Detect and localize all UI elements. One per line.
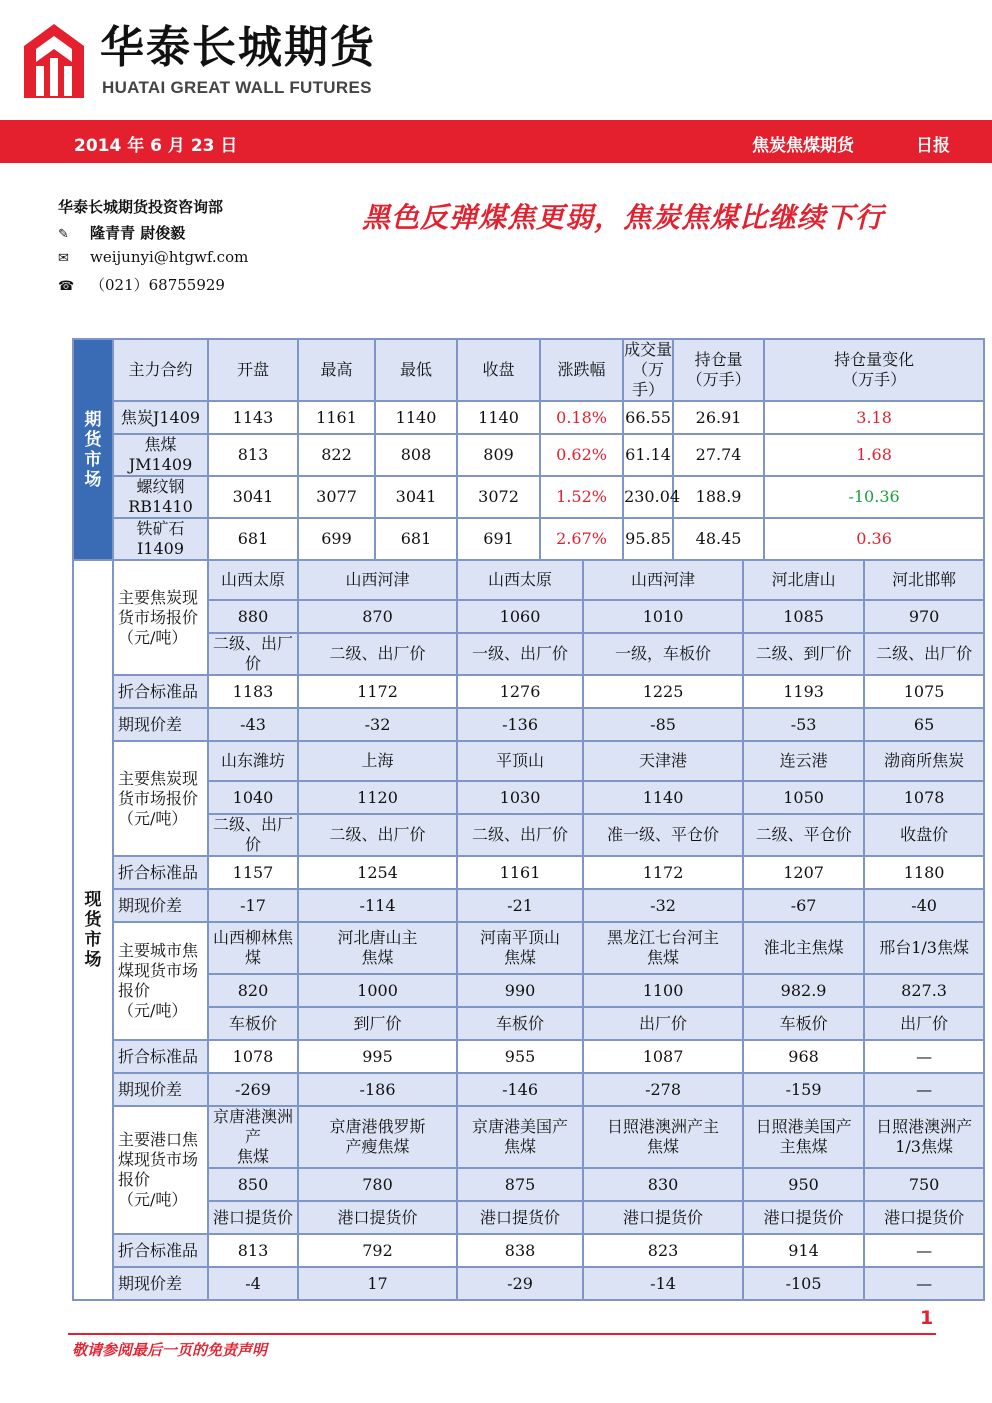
spot-std-cell: 1254 xyxy=(298,856,457,889)
futures-row xyxy=(73,434,984,476)
futures-header-cell: 持仓量变化 （万手） xyxy=(764,339,984,401)
spot-price-row xyxy=(73,600,984,633)
futures-cell-volume: 230.04 xyxy=(623,476,673,518)
futures-cell-oi: 27.74 xyxy=(673,434,764,476)
spot-spec-cell: 二级、出厂价 xyxy=(457,814,583,856)
spot-spec-cell: 收盘价 xyxy=(864,814,984,856)
futures-cell-oi-change: 0.36 xyxy=(764,518,984,560)
spot-location-row xyxy=(73,560,984,600)
futures-row xyxy=(73,401,984,434)
spot-spec-cell: 准一级、平仓价 xyxy=(583,814,743,856)
std-label: 折合标准品 xyxy=(113,856,208,889)
spot-price-cell: 990 xyxy=(457,974,583,1007)
futures-cell-high: 822 xyxy=(298,434,375,476)
spot-spec-row xyxy=(73,1201,984,1234)
spot-location-row xyxy=(73,922,984,974)
spot-spec-cell: 港口提货价 xyxy=(583,1201,743,1234)
spot-std-row xyxy=(73,675,984,708)
spot-spec-cell: 出厂价 xyxy=(583,1007,743,1040)
phone-line xyxy=(58,274,225,295)
spot-std-row xyxy=(73,1234,984,1267)
spot-price-cell: 982.9 xyxy=(743,974,864,1007)
spot-spec-cell: 车板价 xyxy=(743,1007,864,1040)
spot-basis-row xyxy=(73,1073,984,1106)
spot-price-cell: 1085 xyxy=(743,600,864,633)
spot-spec-cell: 出厂价 xyxy=(864,1007,984,1040)
spot-price-row xyxy=(73,1168,984,1201)
spot-location-cell: 山西太原 xyxy=(457,560,583,600)
author-phone: （021）68755929 xyxy=(90,276,225,294)
spot-std-cell: 1172 xyxy=(298,675,457,708)
spot-location-row xyxy=(73,741,984,781)
spot-price-cell: 1100 xyxy=(583,974,743,1007)
spot-basis-cell: -146 xyxy=(457,1073,583,1106)
spot-location-cell: 河北唐山主 焦煤 xyxy=(298,922,457,974)
spot-location-cell: 邢台1/3焦煤 xyxy=(864,922,984,974)
futures-cell-volume: 95.85 xyxy=(623,518,673,560)
futures-header-cell: 成交量 （万手） xyxy=(624,340,673,399)
spot-group-label: 主要焦炭现 货市场报价 （元/吨） xyxy=(113,741,208,856)
spot-basis-cell: -67 xyxy=(743,889,864,922)
spot-spec-cell: 二级、出厂价 xyxy=(298,814,457,856)
spot-market-label: 现 货 市 场 xyxy=(73,560,113,1300)
spot-group-label: 主要焦炭现 货市场报价 （元/吨） xyxy=(113,560,208,675)
spot-basis-cell: -159 xyxy=(743,1073,864,1106)
spot-std-cell: 1157 xyxy=(208,856,298,889)
spot-std-cell: 813 xyxy=(208,1234,298,1267)
spot-basis-cell: -278 xyxy=(583,1073,743,1106)
spot-location-cell: 山东潍坊 xyxy=(208,741,298,781)
spot-price-cell: 875 xyxy=(457,1168,583,1201)
spot-spec-row xyxy=(73,814,984,856)
spot-std-cell: 968 xyxy=(743,1040,864,1073)
spot-spec-cell: 二级、到厂价 xyxy=(743,633,864,675)
futures-cell-open: 681 xyxy=(208,518,298,560)
spot-price-cell: 1010 xyxy=(583,600,743,633)
futures-cell-oi: 188.9 xyxy=(673,476,764,518)
report-category: 焦炭焦煤期货 xyxy=(752,136,854,156)
spot-std-cell: — xyxy=(864,1040,984,1073)
futures-cell-high: 3077 xyxy=(298,476,375,518)
spot-std-cell: 995 xyxy=(298,1040,457,1073)
huatai-logo-icon xyxy=(22,22,86,98)
futures-cell-contract: 焦煤JM1409 xyxy=(113,434,208,476)
spot-location-cell: 山西太原 xyxy=(208,560,298,600)
spot-basis-cell: -40 xyxy=(864,889,984,922)
spot-std-cell: — xyxy=(864,1234,984,1267)
spot-std-cell: 823 xyxy=(583,1234,743,1267)
spot-basis-cell: -85 xyxy=(583,708,743,741)
basis-label: 期现价差 xyxy=(113,1073,208,1106)
spot-price-cell: 970 xyxy=(864,600,984,633)
spot-location-cell: 山西柳林焦煤 xyxy=(208,922,298,974)
spot-std-cell: 1172 xyxy=(583,856,743,889)
spot-spec-cell: 港口提货价 xyxy=(743,1201,864,1234)
spot-price-cell: 950 xyxy=(743,1168,864,1201)
disclaimer: 敬请参阅最后一页的免责声明 xyxy=(72,1341,268,1359)
spot-basis-cell: -14 xyxy=(583,1267,743,1300)
spot-price-cell: 850 xyxy=(208,1168,298,1201)
report-headline: 黑色反弹煤焦更弱，焦炭焦煤比继续下行 xyxy=(362,201,885,234)
futures-header-row xyxy=(73,339,984,401)
spot-price-cell: 870 xyxy=(298,600,457,633)
author-names: 隆青青 尉俊毅 xyxy=(90,224,186,242)
spot-basis-cell: -32 xyxy=(298,708,457,741)
spot-std-cell: 1207 xyxy=(743,856,864,889)
futures-cell-volume: 66.55 xyxy=(623,401,673,434)
brand-name-cn: 华泰长城期货 xyxy=(100,22,376,73)
department: 华泰长城期货投资咨询部 xyxy=(58,198,224,216)
spot-basis-cell: — xyxy=(864,1267,984,1300)
futures-cell-contract: 焦炭J1409 xyxy=(113,401,208,434)
spot-location-cell: 淮北主焦煤 xyxy=(743,922,864,974)
futures-cell-change: 2.67% xyxy=(540,518,623,560)
spot-std-cell: 1180 xyxy=(864,856,984,889)
futures-header-cell: 最低 xyxy=(375,339,457,401)
spot-spec-cell: 二级、出厂价 xyxy=(864,633,984,675)
spot-basis-cell: -269 xyxy=(208,1073,298,1106)
spot-spec-cell: 一级、出厂价 xyxy=(457,633,583,675)
spot-std-cell: 1087 xyxy=(583,1040,743,1073)
spot-location-cell: 天津港 xyxy=(583,741,743,781)
std-label: 折合标准品 xyxy=(113,1234,208,1267)
spot-spec-cell: 车板价 xyxy=(208,1007,298,1040)
spot-spec-cell: 二级、出厂价 xyxy=(208,814,298,856)
futures-header-cell: 收盘 xyxy=(457,339,540,401)
spot-price-cell: 820 xyxy=(208,974,298,1007)
std-label: 折合标准品 xyxy=(113,1040,208,1073)
market-table xyxy=(72,338,985,1301)
spot-basis-cell: -21 xyxy=(457,889,583,922)
spot-spec-cell: 港口提货价 xyxy=(298,1201,457,1234)
spot-std-cell: 1161 xyxy=(457,856,583,889)
spot-basis-row xyxy=(73,1267,984,1300)
report-date: 2014 年 6 月 23 日 xyxy=(74,136,238,156)
spot-location-cell: 山西河津 xyxy=(298,560,457,600)
futures-cell-close: 691 xyxy=(457,518,540,560)
spot-basis-cell: -32 xyxy=(583,889,743,922)
spot-location-cell: 日照港澳洲产主 焦煤 xyxy=(583,1106,743,1168)
futures-cell-change: 1.52% xyxy=(540,476,623,518)
futures-cell-open: 3041 xyxy=(208,476,298,518)
futures-cell-close: 809 xyxy=(457,434,540,476)
spot-location-cell: 河北唐山 xyxy=(743,560,864,600)
basis-label: 期现价差 xyxy=(113,889,208,922)
spot-price-cell: 1040 xyxy=(208,781,298,814)
basis-label: 期现价差 xyxy=(113,708,208,741)
spot-location-cell: 日照港美国产 主焦煤 xyxy=(743,1106,864,1168)
futures-cell-low: 1140 xyxy=(375,401,457,434)
spot-location-cell: 山西河津 xyxy=(583,560,743,600)
footer-divider xyxy=(68,1333,936,1335)
spot-location-row xyxy=(73,1106,984,1168)
spot-price-cell: 780 xyxy=(298,1168,457,1201)
spot-spec-cell: 一级，车板价 xyxy=(583,633,743,675)
spot-basis-cell: -17 xyxy=(208,889,298,922)
spot-price-cell: 1030 xyxy=(457,781,583,814)
brand-name-en: HUATAI GREAT WALL FUTURES xyxy=(102,78,372,97)
spot-price-cell: 830 xyxy=(583,1168,743,1201)
spot-location-cell: 日照港澳洲产 1/3焦煤 xyxy=(864,1106,984,1168)
spot-spec-cell: 到厂价 xyxy=(298,1007,457,1040)
spot-basis-cell: -105 xyxy=(743,1267,864,1300)
spot-location-cell: 上海 xyxy=(298,741,457,781)
futures-market-label: 期 货 市 场 xyxy=(73,339,113,560)
spot-basis-cell: 65 xyxy=(864,708,984,741)
spot-spec-cell: 车板价 xyxy=(457,1007,583,1040)
spot-spec-cell: 港口提货价 xyxy=(208,1201,298,1234)
spot-std-row xyxy=(73,1040,984,1073)
futures-cell-oi-change: 3.18 xyxy=(764,401,984,434)
spot-spec-row xyxy=(73,633,984,675)
futures-cell-low: 681 xyxy=(375,518,457,560)
spot-location-cell: 黑龙江七台河主 焦煤 xyxy=(583,922,743,974)
spot-price-cell: 827.3 xyxy=(864,974,984,1007)
spot-price-cell: 880 xyxy=(208,600,298,633)
spot-spec-cell: 二级、出厂价 xyxy=(208,633,298,675)
futures-cell-contract: 铁矿石I1409 xyxy=(113,518,208,560)
basis-label: 期现价差 xyxy=(113,1267,208,1300)
spot-group-label: 主要城市焦 煤现货市场 报价 （元/吨） xyxy=(113,922,208,1040)
futures-cell-low: 3041 xyxy=(375,476,457,518)
spot-location-cell: 京唐港俄罗斯 产瘦焦煤 xyxy=(298,1106,457,1168)
spot-price-cell: 1050 xyxy=(743,781,864,814)
mail-icon: ✉ xyxy=(58,251,69,266)
pen-icon: ✎ xyxy=(58,227,69,242)
futures-cell-volume: 61.14 xyxy=(623,434,673,476)
futures-header-cell: 开盘 xyxy=(208,339,298,401)
futures-row xyxy=(73,476,984,518)
author-line xyxy=(58,222,185,243)
spot-basis-cell: -114 xyxy=(298,889,457,922)
spot-location-cell: 平顶山 xyxy=(457,741,583,781)
spot-basis-cell: -136 xyxy=(457,708,583,741)
futures-header-cell: 最高 xyxy=(298,339,375,401)
std-label: 折合标准品 xyxy=(113,675,208,708)
futures-cell-oi-change: 1.68 xyxy=(764,434,984,476)
spot-price-cell: 1120 xyxy=(298,781,457,814)
futures-cell-low: 808 xyxy=(375,434,457,476)
spot-price-cell: 1060 xyxy=(457,600,583,633)
spot-std-cell: 1276 xyxy=(457,675,583,708)
futures-cell-open: 1143 xyxy=(208,401,298,434)
spot-std-cell: 1193 xyxy=(743,675,864,708)
futures-header-cell: 持仓量 （万手） xyxy=(673,339,764,401)
futures-cell-change: 0.62% xyxy=(540,434,623,476)
spot-price-cell: 750 xyxy=(864,1168,984,1201)
futures-cell-oi-change: -10.36 xyxy=(764,476,984,518)
futures-cell-close: 3072 xyxy=(457,476,540,518)
spot-price-row xyxy=(73,974,984,1007)
spot-std-cell: 955 xyxy=(457,1040,583,1073)
futures-cell-high: 1161 xyxy=(298,401,375,434)
spot-basis-row xyxy=(73,708,984,741)
page-number: 1 xyxy=(920,1307,934,1329)
spot-price-row xyxy=(73,781,984,814)
futures-cell-open: 813 xyxy=(208,434,298,476)
spot-basis-row xyxy=(73,889,984,922)
spot-spec-row xyxy=(73,1007,984,1040)
spot-location-cell: 京唐港澳洲产 焦煤 xyxy=(208,1106,298,1168)
spot-std-cell: 914 xyxy=(743,1234,864,1267)
spot-price-cell: 1078 xyxy=(864,781,984,814)
spot-basis-cell: -29 xyxy=(457,1267,583,1300)
spot-basis-cell: — xyxy=(864,1073,984,1106)
spot-location-cell: 河北邯郸 xyxy=(864,560,984,600)
futures-cell-high: 699 xyxy=(298,518,375,560)
spot-basis-cell: -186 xyxy=(298,1073,457,1106)
spot-std-row xyxy=(73,856,984,889)
author-email: weijunyi@htgwf.com xyxy=(90,248,249,266)
spot-location-cell: 渤商所焦炭 xyxy=(864,741,984,781)
spot-std-cell: 1183 xyxy=(208,675,298,708)
futures-cell-close: 1140 xyxy=(457,401,540,434)
email-line xyxy=(58,248,248,266)
futures-header-cell: 涨跌幅 xyxy=(540,339,623,401)
futures-cell-oi: 48.45 xyxy=(673,518,764,560)
futures-row xyxy=(73,518,984,560)
spot-basis-cell: 17 xyxy=(298,1267,457,1300)
spot-std-cell: 1225 xyxy=(583,675,743,708)
header-bar xyxy=(0,120,992,163)
spot-location-cell: 京唐港美国产 焦煤 xyxy=(457,1106,583,1168)
spot-basis-cell: -4 xyxy=(208,1267,298,1300)
spot-spec-cell: 港口提货价 xyxy=(457,1201,583,1234)
report-type: 日报 xyxy=(916,136,950,156)
spot-group-label: 主要港口焦 煤现货市场 报价 （元/吨） xyxy=(113,1106,208,1234)
spot-price-cell: 1000 xyxy=(298,974,457,1007)
spot-spec-cell: 港口提货价 xyxy=(864,1201,984,1234)
futures-cell-contract: 螺纹钢RB1410 xyxy=(113,476,208,518)
spot-location-cell: 连云港 xyxy=(743,741,864,781)
spot-basis-cell: -53 xyxy=(743,708,864,741)
spot-std-cell: 1075 xyxy=(864,675,984,708)
spot-price-cell: 1140 xyxy=(583,781,743,814)
spot-basis-cell: -43 xyxy=(208,708,298,741)
spot-std-cell: 838 xyxy=(457,1234,583,1267)
futures-cell-oi: 26.91 xyxy=(673,401,764,434)
spot-spec-cell: 二级、平仓价 xyxy=(743,814,864,856)
spot-location-cell: 河南平顶山 焦煤 xyxy=(457,922,583,974)
spot-std-cell: 1078 xyxy=(208,1040,298,1073)
phone-icon: ☎ xyxy=(58,279,75,294)
futures-header-cell: 主力合约 xyxy=(113,339,208,401)
spot-std-cell: 792 xyxy=(298,1234,457,1267)
spot-spec-cell: 二级、出厂价 xyxy=(298,633,457,675)
futures-cell-change: 0.18% xyxy=(540,401,623,434)
